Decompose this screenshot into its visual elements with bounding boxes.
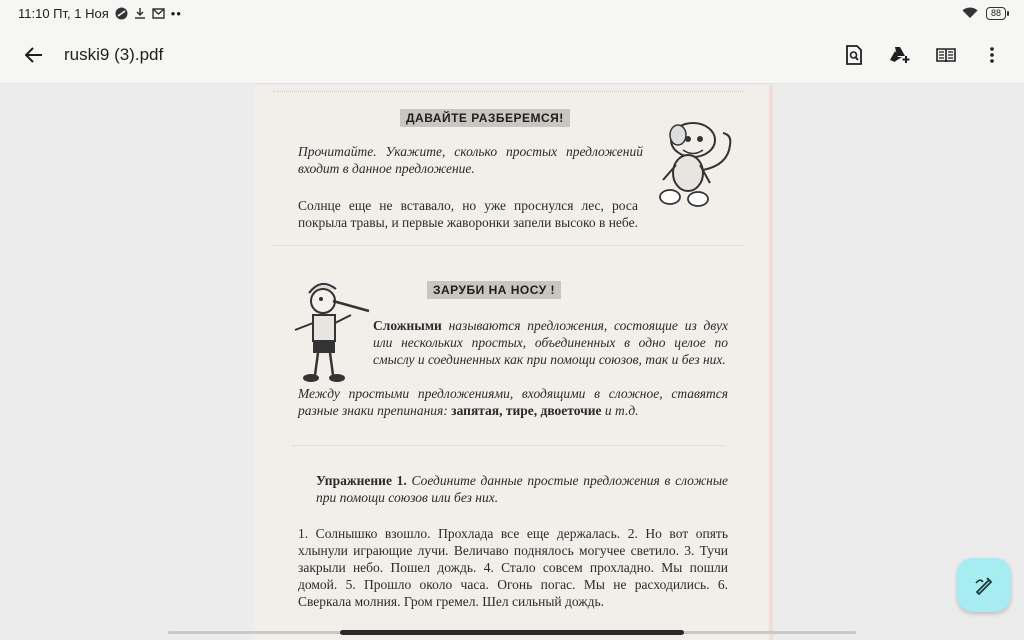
arrow-back-icon (25, 47, 43, 63)
pinocchio-illustration (291, 275, 376, 395)
exercise-task: Соедините данные простые предложения в сложные при помощи союзов или без них. (316, 473, 728, 505)
rule2-bold: запятая, тире, двоеточие (451, 403, 602, 418)
exercise-label: Упражнение 1. (316, 473, 407, 488)
pen-edit-icon (973, 574, 995, 596)
rule2-text: Между простыми предложениями, входящими в сложное, ставятся разные знаки препинания: (298, 386, 728, 418)
pdf-viewer[interactable] (0, 85, 1024, 640)
annotate-button[interactable] (957, 558, 1011, 612)
more-options-button[interactable] (974, 37, 1010, 73)
add-to-drive-button[interactable] (882, 37, 918, 73)
rule-punctuation (298, 385, 728, 419)
wifi-icon (962, 7, 978, 19)
rule-bold-term: Сложными (373, 318, 442, 333)
status-bar (0, 0, 1024, 26)
more-vert-icon (990, 47, 994, 63)
instruction-text: Прочитайте. Укажите, сколько простых предложений входит в данное предложение. (298, 144, 643, 176)
dnd-icon (115, 7, 128, 20)
example-sentence: Солнце еще не вставало, но уже проснулся лес, роса покрыла травы, и первые жаворонки запели высоко в небе. (298, 198, 638, 230)
find-in-page-icon (845, 45, 863, 65)
add-to-drive-icon (889, 46, 911, 64)
heading-lets-figure-out: ДАВАЙТЕ РАЗБЕРЕМСЯ! (400, 109, 570, 127)
rule2-end: и т.д. (601, 403, 639, 418)
exercise-heading (316, 472, 728, 506)
more-notifications-icon: •• (170, 5, 182, 21)
download-icon (134, 7, 146, 20)
status-time-date: 11:10 Пт, 1 Ноя (18, 5, 109, 21)
reading-mode-button[interactable] (928, 37, 964, 73)
rule-definition (373, 317, 728, 368)
horizontal-scrollbar-thumb[interactable] (340, 630, 684, 635)
rule-text: называются предложения, состоящие из двух или нескольких простых, объединенных в одно целое по смыслу и соединенных как при помощи союзов, так и без них. (373, 318, 728, 367)
heading-remember: ЗАРУБИ НА НОСУ ! (427, 281, 561, 299)
document-title: ruski9 (3).pdf (64, 44, 164, 64)
battery-indicator: 88 (986, 7, 1006, 20)
app-bar (0, 26, 1024, 84)
mail-icon (152, 8, 165, 19)
back-button[interactable] (12, 33, 56, 77)
search-in-document-button[interactable] (836, 37, 872, 73)
book-icon (936, 47, 956, 63)
monkey-illustration (648, 115, 738, 215)
pdf-page (253, 85, 773, 640)
exercise-body: 1. Солнышко взошло. Прохлада все еще держалась. 2. Но вот опять хлынули играющие лучи. Величаво поднялось могучее светило. 3. Тучи закрыли небо. Пошел дождь. 4. Стало совсем прохладно. Мы пошли домой. 5. Прошло около часа. Огонь погас. Мы не расходились. 6. Сверкала молния. Гром гремел. Шел сильный дождь. (298, 526, 728, 609)
